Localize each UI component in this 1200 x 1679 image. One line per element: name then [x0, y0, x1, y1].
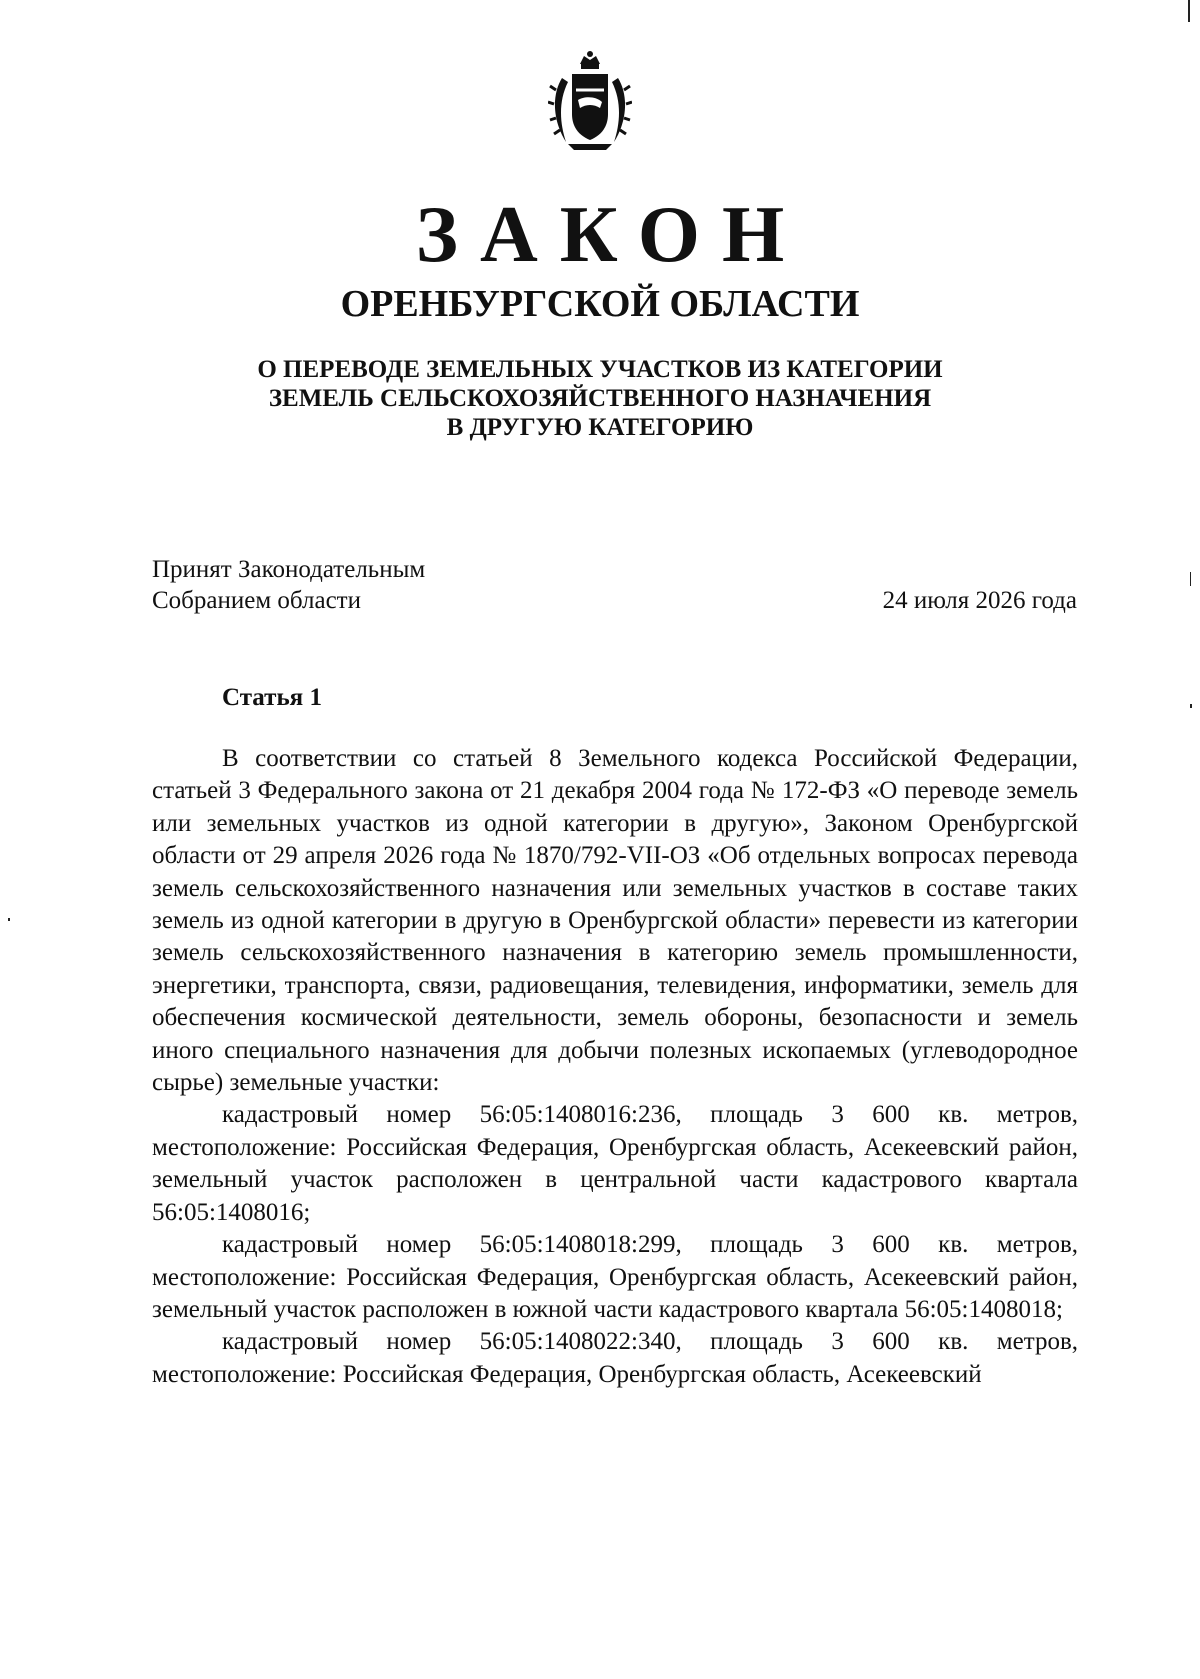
article-paragraph: В соответствии со статьей 8 Земельного кодекса Российской Федерации, статьей 3 Федерального закона от 21 декабря 2004 года № 172-ФЗ «О переводе земель или земельных участков из одной категории в другую», Законом Оренбургской области от 29 апреля 2026 года № 1870/792-VII-ОЗ «Об отдельных вопросах перевода земель сельскохозяйственного назначения или земельных участков в составе таких земель из одной категории в другую в Оренбургской области» перевести из категории земель сельскохозяйственного назначения в категорию земель промышленности, энергетики, транспорта, связи, радиовещания, телевидения, информатики, земель для обеспечения космической деятельности, земель обороны, безопасности и земель иного специального назначения для добычи полезных ископаемых (углеводородное сырье) земельные участки: — [152, 745, 1078, 1097]
subject-line: О ПЕРЕВОДЕ ЗЕМЕЛЬНЫХ УЧАСТКОВ ИЗ КАТЕГОРИИ — [257, 356, 943, 383]
law-title: ЗАКОН — [415, 191, 807, 279]
subject-line: В ДРУГУЮ КАТЕГОРИЮ — [446, 414, 754, 441]
subject-line: ЗЕМЕЛЬ СЕЛЬСКОХОЗЯЙСТВЕННОГО НАЗНАЧЕНИЯ — [268, 385, 932, 412]
adoption-line: Принят Законодательным — [152, 556, 426, 583]
adoption-note — [152, 554, 425, 616]
adoption-line: Собранием области — [152, 587, 361, 614]
region-name: ОРЕНБУРГСКОЙ ОБЛАСТИ — [340, 283, 860, 325]
adoption-date: 24 июля 2026 года — [882, 587, 1077, 614]
law-subject — [0, 355, 1200, 442]
article-body — [152, 743, 1078, 1391]
scan-artifact — [1190, 704, 1192, 708]
article-paragraph: кадастровый номер 56:05:1408016:236, площадь 3 600 кв. метров, местоположение: Российская Федерация, Оренбургская область, Асекеевский район, земельный участок расположен в центральной части кадастрового квартала 56:05:1408016; — [152, 1101, 1078, 1226]
article-paragraph: кадастровый номер 56:05:1408022:340, площадь 3 600 кв. метров, местоположение: Российская Федерация, Оренбургская область, Асекеевский — [152, 1328, 1078, 1388]
scan-artifact — [1188, 0, 1190, 22]
article-paragraph: кадастровый номер 56:05:1408018:299, площадь 3 600 кв. метров, местоположение: Российская Федерация, Оренбургская область, Асекеевский район, земельный участок расположен в южной части кадастрового квартала 56:05:1408018; — [152, 1231, 1078, 1323]
scan-artifact — [1190, 572, 1191, 586]
article-heading: Статья 1 — [222, 684, 322, 711]
coat-of-arms-emblem — [548, 50, 632, 154]
scan-artifact — [8, 918, 10, 921]
